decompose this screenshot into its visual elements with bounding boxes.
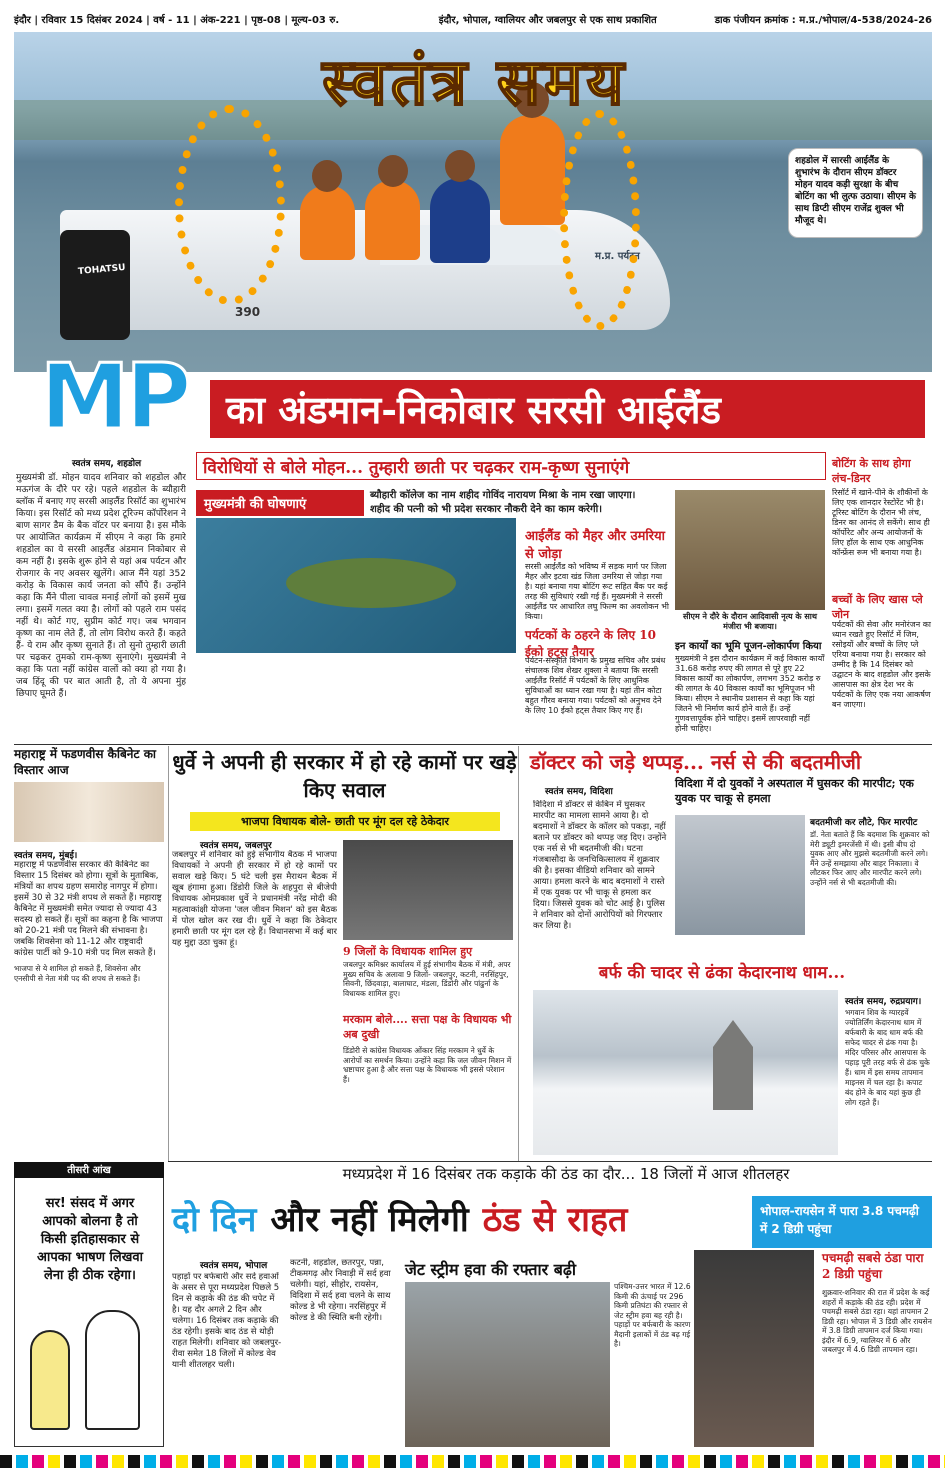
right-body-2: पर्यटकों की सेवा और मनोरंजन का ध्यान रखते हुए रिसॉर्ट में जिम, रसोइयों और बच्चों के लिए प्ले एरिया बनाया गया है। सरकार को उम्मीद है कि 14 दिसंबर को उद्घाटन के बाद शहडोल और इसके आसपास का क्षेत्र देश भर के पर्यटकों के लिए एक नया आकर्षण बन जाएगा। <box>832 620 931 709</box>
dhurve-sub1-body: जबलपुर कमिश्नर कार्यालय में हुई संभागीय बैठक में मंत्री, अपर मुख्य सचिव के अलावा 9 जिलों- जबलपुर, कटनी, नरसिंहपुर, सिवनी, छिंदवाड़ा, बालाघाट, मंडला, डिंडोरी और पांढुर्ना के विधायक शामिल हुए। <box>343 960 511 998</box>
weather-right-body: शुक्रवार-शनिवार की रात में प्रदेश के कई शहरों में कड़ाके की ठंड रही। प्रदेश में पचमढ़ी सबसे ठंडा रहा। यहां तापमान 2 डिग्री रहा। भोपाल में 3 डिग्री और रायसेन में 3.8 डिग्री तापमान दर्ज किया गया। इंदौर में 6.9, ग्वालियर में 6 और जबलपुर में 4.6 डिग्री तापमान रहा। <box>822 1288 932 1354</box>
column-rule-2 <box>518 746 519 1161</box>
ministers-photo <box>14 782 164 842</box>
weather-kicker: मध्यप्रदेश में 16 दिसंबर तक कड़ाके की ठंड का दौर... 18 जिलों में आज शीतलहर <box>342 1165 790 1183</box>
weather-head-black: और नहीं मिलेगी <box>270 1200 469 1240</box>
passenger-1 <box>300 185 355 260</box>
motor-label: TOHATSU <box>77 262 126 278</box>
passenger-2 <box>365 180 420 260</box>
flower-garland-right <box>560 110 640 330</box>
cartoon-figure-2 <box>85 1310 140 1430</box>
section2-body: पर्यटन-संस्कृति विभाग के प्रमुख सचिव और प्रबंध संचालक शिव शेखर शुक्ला ने बताया कि सरसी आईलैंड रिसॉर्ट में पर्यटकों के लिए आधुनिक सुविधाओं का ध्यान रखा गया है। यहां तीन कोटा बहुत गौरव बनाया गया। पर्यटकों को अनुभव देने के लिए 10 ईको हट्स तैयार किए गए हैं। <box>525 656 666 715</box>
passenger-1-head <box>312 160 342 192</box>
right-head-1: बोटिंग के साथ होगा लंच-डिनर <box>832 457 911 485</box>
maharashtra-head: महाराष्ट्र में फडणवीस कैबिनेट का विस्तार आज <box>14 747 157 777</box>
section1-body: सरसी आईलैंड को भविष्य में सड़क मार्ग पर जिला मैहर और इटवा खंड जिला उमरिया से जोड़ा गया है। यहां बनाया गया बोटिंग रूट सहित बैंक पर कई तरह की सुविधाएं रखी गई हैं। मुख्यमंत्री ने सरसी आईलैंड पर आधारित लघु फिल्म का अवलोकन भी किया। <box>525 562 669 621</box>
hospital-cctv-photo <box>675 815 805 935</box>
kedarnath-byline: स्वतंत्र समय, रुद्रप्रयाग। <box>845 997 922 1007</box>
hero-caption: शहडोल में सारसी आईलैंड के शुभारंभ के दौरान सीएम डॉक्टर मोहन यादव कड़ी सुरक्षा के बीच बोटिंग का भी लुत्फ उठाया। सीएम के साथ डिप्टी सीएम राजेंद्र शुक्ल भी मौजूद थे। <box>788 148 923 238</box>
lead-byline: स्वतंत्र समय, शहडोल <box>72 459 142 469</box>
temple-shape <box>713 1020 753 1110</box>
meeting-photo <box>343 840 513 940</box>
standing-person <box>500 115 565 225</box>
island-aerial-photo <box>196 518 516 653</box>
section3-head: इन कार्यों का भूमि पूजन-लोकार्पण किया <box>675 641 822 652</box>
doctor-byline: स्वतंत्र समय, विदिशा <box>545 787 613 797</box>
maharashtra-list: भाजपा से ये शामिल हो सकते हैं, शिवसेना और एनसीपी से नेता मंत्री पद की शपथ ले सकते हैं। <box>14 964 141 983</box>
flower-garland-left <box>175 105 285 305</box>
weather-headline <box>168 1190 758 1246</box>
announcements-label: मुख्यमंत्री की घोषणाएं <box>196 490 364 516</box>
weather-right-head: पचमढ़ी सबसे ठंडा पारा 2 डिग्री पहुंचा <box>822 1251 924 1281</box>
weather-col-2: कटनी, शहडोल, छतरपुर, पन्ना, टीकमगढ़ और निवाड़ी में सर्द हवा चलेगी। यहां, सीहोर, रायसेन, विदिशा में सर्द हवा चलने के साथ कोल्ड डे भी रहेगा। नरसिंहपुर में कोल्ड डे की स्थिति बनी रहेगी। <box>290 1258 391 1323</box>
doctor-subhead: विदिशा में दो युवकों ने अस्पताल में घुसकर की मारपीट; एक युवक पर चाकू से हमला <box>675 777 914 805</box>
island-shape <box>286 558 456 608</box>
weather-side-box: भोपाल-रायसेन में पारा 3.8 पचमढ़ी में 2 डिग्री पहुंचा <box>752 1196 932 1248</box>
weather-col-3: पश्चिम-उत्तर भारत में 12.6 किमी की ऊंचाई पर 296 किमी प्रतिघंटा की रफ्तार से जेट स्ट्रीम हवा बह रही है। पहाड़ों पर बर्फबारी के कारण मैदानी इलाकों में ठंड बढ़ गई है। <box>614 1282 691 1348</box>
weather-byline: स्वतंत्र समय, भोपाल <box>200 1261 268 1271</box>
section3-body: मुख्यमंत्री ने इस दौरान कार्यक्रम में कई विकास कार्यों 31.68 करोड़ रुपए की लागत से पूरे हुए 22 विकास कार्यों का लोकार्पण, लगभग 352 करोड़ रु की लागत के 40 विकास कार्यों का भूमिपूजन भी किया। सीएम ने स्थानीय प्रशासन से कहा कि यहां जितने भी निर्माण कार्य होने वाले हैं। उन्हें गुणवत्तापूर्वक होने चाहिए। इसमें लापरवाही नहीं होनी चाहिए। <box>675 654 825 733</box>
boat-number: 390 <box>235 305 261 319</box>
column-rule-1 <box>168 746 169 1161</box>
outboard-motor <box>60 230 130 340</box>
cartoon-figure-1 <box>30 1330 70 1430</box>
announcement-1: ब्यौहारी कॉलेज का नाम शहीद गोविंद नारायण मिश्रा के नाम रखा जाएगा। <box>370 490 636 501</box>
masthead: स्वतंत्र समय <box>322 45 628 120</box>
lead-subhead: विरोधियों से बोले मोहन... तुम्हारी छाती पर चढ़कर राम-कृष्ण सुनाएंगे <box>196 452 826 480</box>
section2-head: पर्यटकों के ठहरने के लिए 10 ईको हट्स तैयार <box>525 628 656 659</box>
announcement-2: शहीद की पत्नी को भी प्रदेश सरकार नौकरी देने का काम करेगी। <box>370 504 603 515</box>
weather-head-blue: दो दिन <box>172 1200 257 1240</box>
photo2-caption: सीएम ने दौरे के दौरान आदिवासी नृत्य के साथ मंजीरा भी बजाया। <box>683 612 817 631</box>
passenger-3-head <box>445 150 475 182</box>
dhurve-head: धुर्वे ने अपनी ही सरकार में हो रहे कामों पर खड़े किए सवाल <box>172 750 517 802</box>
doctor-photo-caption: बदतमीजी कर लौटे, फिर मारपीट <box>810 818 918 828</box>
right-body-1: रिसॉर्ट में खाने-पीने के शौकीनों के लिए एक शानदार रेस्टोरेंट भी है। टूरिस्ट बोटिंग के दौरान भी लंच, डिनर का आनंद ले सकेंगे। साथ ही कॉर्पोरेट और अन्य आयोजनों के लिए हॉल के साथ एक आधुनिक कॉन्फ्रेंस रूम भी बनाया गया है। <box>832 488 930 557</box>
dhurve-byline: स्वतंत्र समय, जबलपुर <box>200 841 272 851</box>
editions-line: इंदौर, भोपाल, ग्वालियर और जबलपुर से एक साथ प्रकाशित <box>438 15 657 26</box>
mp-letters: MP <box>40 345 188 450</box>
dhurve-tag: भाजपा विधायक बोले- छाती पर मूंग दल रहे ठेकेदार <box>190 812 500 831</box>
cold-woman-photo <box>694 1250 814 1447</box>
dhurve-sub2: मरकाम बोले.... सत्ता पक्ष के विधायक भी अब दुखी <box>343 1013 512 1041</box>
kedarnath-head: बर्फ की चादर से ढंका केदारनाथ धाम... <box>598 963 846 983</box>
top-strip <box>14 6 932 32</box>
doctor-body: विदिशा में डॉक्टर से केबिन में घुसकर मारपीट का मामला सामने आया है। दो बदमाशों ने डॉक्टर के कॉलर को पकड़ा, नहीं बताने पर डॉक्टर को थप्पड़ जड़ दिए। उन्होंने एक नर्स से भी बदतमीजी की। घटना गंजबासौदा के जनचिकित्सालय में शुक्रवार की है। इसका वीडियो शनिवार को सामने आया। हमला करने के बाद बदमाशों ने रास्ते में एक युवक पर भी चाकू से हमला कर दिया। जिससे युवक को चोट आई है। पुलिस ने शनिवार को दोनों आरोपियों को गिरफ्तार कर लिया है। <box>533 800 667 931</box>
cartoon-speech: सर! संसद में अगर आपको बोलना है तो किसी इतिहासकार से आपका भाषण लिखवा लेना ही ठीक रहेगा। <box>37 1196 143 1283</box>
maharashtra-body: महाराष्ट्र में फडणवीस सरकार की कैबिनेट का विस्तार 15 दिसंबर को होगा। सूत्रों के मुताबिक, मंत्रियों का शपथ ग्रहण समारोह नागपुर में होगा। इसमें 30 से 32 मंत्री शपथ ले सकते हैं। महाराष्ट्र कैबिनेट में मुख्यमंत्री समेत ज्यादा से ज्यादा 43 सदस्य हो सकते हैं। सूत्रों का कहना है कि भाजपा को 20-21 मंत्री पद मिलने की संभावना है। जबकि शिवसेना को 11-12 और राष्ट्रवादी कांग्रेस पार्टी को 9-10 मंत्री पद मिल सकते हैं। <box>14 860 163 958</box>
maharashtra-byline: स्वतंत्र समय, मुंबई। <box>14 851 78 861</box>
section-divider <box>14 744 932 745</box>
dhurve-sub2-body: डिंडोरी से कांग्रेस विधायक ओंकार सिंह मरकाम ने धुर्वे के आरोपों का समर्थन किया। उन्होंने कहा कि जल जीवन मिशन में भ्रष्टाचार हुआ है और सत्ता पक्ष के विधायक भी इससे परेशान हैं। <box>343 1046 512 1084</box>
weather-divider <box>168 1161 932 1162</box>
lead-body: मुख्यमंत्री डॉ. मोहन यादव शनिवार को शहडोल और मऊगंज के दौरे पर रहे। पहले शहडोल के ब्यौहारी ब्लॉक में बनाए गए सरसी आइलैंड रिसॉर्ट का शुभारंभ किया। इस रिसॉर्ट को मध्य प्रदेश टूरिज्म कॉर्पोरेशन ने बाण सागर डैम के बैक वॉटर पर बनाया है। इस मौके पर आयोजित कार्यक्रम में सीएम ने कहा कि हमारे शहडोल का ये सरसी आइलैंड अंडमान निकोबार से कम नहीं है। इसके शुरू होने से यहां अब पर्यटन और रोजगार के नए अवसर खुलेंगे। आज मैंने यहां 352 करोड़ के विकास कार्य जनता को सौंपे हैं। उन्होंने कहा कि मैंने पीला चावल्र मनाई लोगों को इसमें मुख लगा। इसमें गलत क्या है। लोगों को पहले राम पसंद नहीं थे। कोर्ट गए, सुप्रीम कोर्ट गए। जब भगवान कृष्ण का नाम लेते हैं, तो लोग विरोध करते हैं। कहते हैं- ये राम और कृष्ण सुनाते हैं। तो सुनो तुम्हारी छाती पर चढ़कर तुमको राम-कृष्ण सुनाएंगे। मुख्यमंत्री ने कहा कि पता नहीं कांग्रेस वालों को क्या हो गया है। जब हिंदू की पर बात आती है, तो ये अपना मुंह छिपाए घूमते हैं। <box>16 473 186 699</box>
doctor-head: डॉक्टर को जड़े थप्पड़... नर्स से की बदतमीजी <box>530 750 862 774</box>
color-registration-strip <box>0 1455 945 1468</box>
registration-number: डाक पंजीयन क्रमांक : म.प्र./भोपाल/4-538/2024-26 <box>714 15 932 26</box>
doctor-side-body: डॉ. नेता बताते हैं कि बदमाश कि शुक्रवार को मेरी ड्यूटी इमरजेंसी में थी। इसी बीच दो युवक आए और मुझसे बदतमीजी करने लगे। मैंने उन्हें समझाया और बाहर निकाला। वे लौटकर फिर आए और मारपीट करने लगे। उन्होंने नर्स से भी बदतमीजी की। <box>810 830 930 887</box>
tribal-dance-photo <box>675 490 825 610</box>
section1-head: आईलैंड को मैहर और उमरिया से जोड़ा <box>525 529 665 562</box>
right-head-2: बच्चों के लिए खास प्ले जोन <box>832 593 923 621</box>
passenger-3 <box>430 178 490 263</box>
weather-col-1: पहाड़ों पर बर्फबारी और सर्द हवाओं के असर से पूरा मध्यप्रदेश पिछले 5 दिन से कड़ाके की ठंड की चपेट में है। यह दौर अगले 2 दिन और चलेगा। 16 दिसंबर तक कड़ाके की ठंड रहेगी। इसके बाद ठंड से थोड़ी राहत मिलेगी। शनिवार को जबलपुर-रीवा समेत 18 जिलों में कोल्ड वेव यानी शीतलहर चली। <box>172 1272 282 1370</box>
dhurve-body: जबलपुर में शनिवार को हुई संभागीय बैठक में भाजपा विधायकों ने अपनी ही सरकार में हो रहे कामों पर सवाल खड़े किए। 5 घंटे चली इस मैराथन बैठक में खूब हंगामा हुआ। डिंडोरी जिले के शहपुरा से बीजेपी विधायक ओमप्रकाश धुर्वे ने प्रधानमंत्री नरेंद्र मोदी की महत्वाकांक्षी योजना 'जल जीवन मिशन' को इस बैठक में पोल खोल कर रख दी। धुर्वे ने कहा कि ठेकेदार हमारी छाती पर मूंग दल रहे हैं। विधानसभा में कई बार यह मुद्दा उठा चुका हूं। <box>172 850 337 948</box>
dhurve-sub1: 9 जिलों के विधायक शामिल हुए <box>343 945 473 958</box>
passenger-2-head <box>378 155 408 187</box>
lead-headline: का अंडमान-निकोबार सरसी आईलैंड <box>210 380 925 438</box>
kedarnath-snow-photo <box>533 990 838 1155</box>
issue-date: इंदौर | रविवार 15 दिसंबर 2024 | वर्ष - 11 | अंक-221 | पृष्ठ-08 | मूल्य-03 रु. <box>14 15 340 26</box>
boat-text: म.प्र. पर्यटन <box>595 251 640 262</box>
weather-head-red: ठंड से राहत <box>482 1200 628 1240</box>
cartoon-label: तीसरी आंख <box>14 1162 164 1178</box>
bonfire-photo <box>405 1282 610 1447</box>
weather-subhead: जेट स्ट्रीम हवा की रफ्तार बढ़ी <box>405 1260 577 1279</box>
kedarnath-body: भगवान शिव के ग्यारहवें ज्योतिर्लिंग केदारनाथ धाम में बर्फबारी के बाद धाम बर्फ की सफेद चादर से ढंक गया है। मंदिर परिसर और आसपास के पहाड़ पूरी तरह बर्फ से ढंक चुके हैं। धाम में इस समय तापमान माइनस में चल रहा है। कपाट बंद होने के बाद यहां कुछ ही लोग रहते हैं। <box>845 1008 930 1107</box>
